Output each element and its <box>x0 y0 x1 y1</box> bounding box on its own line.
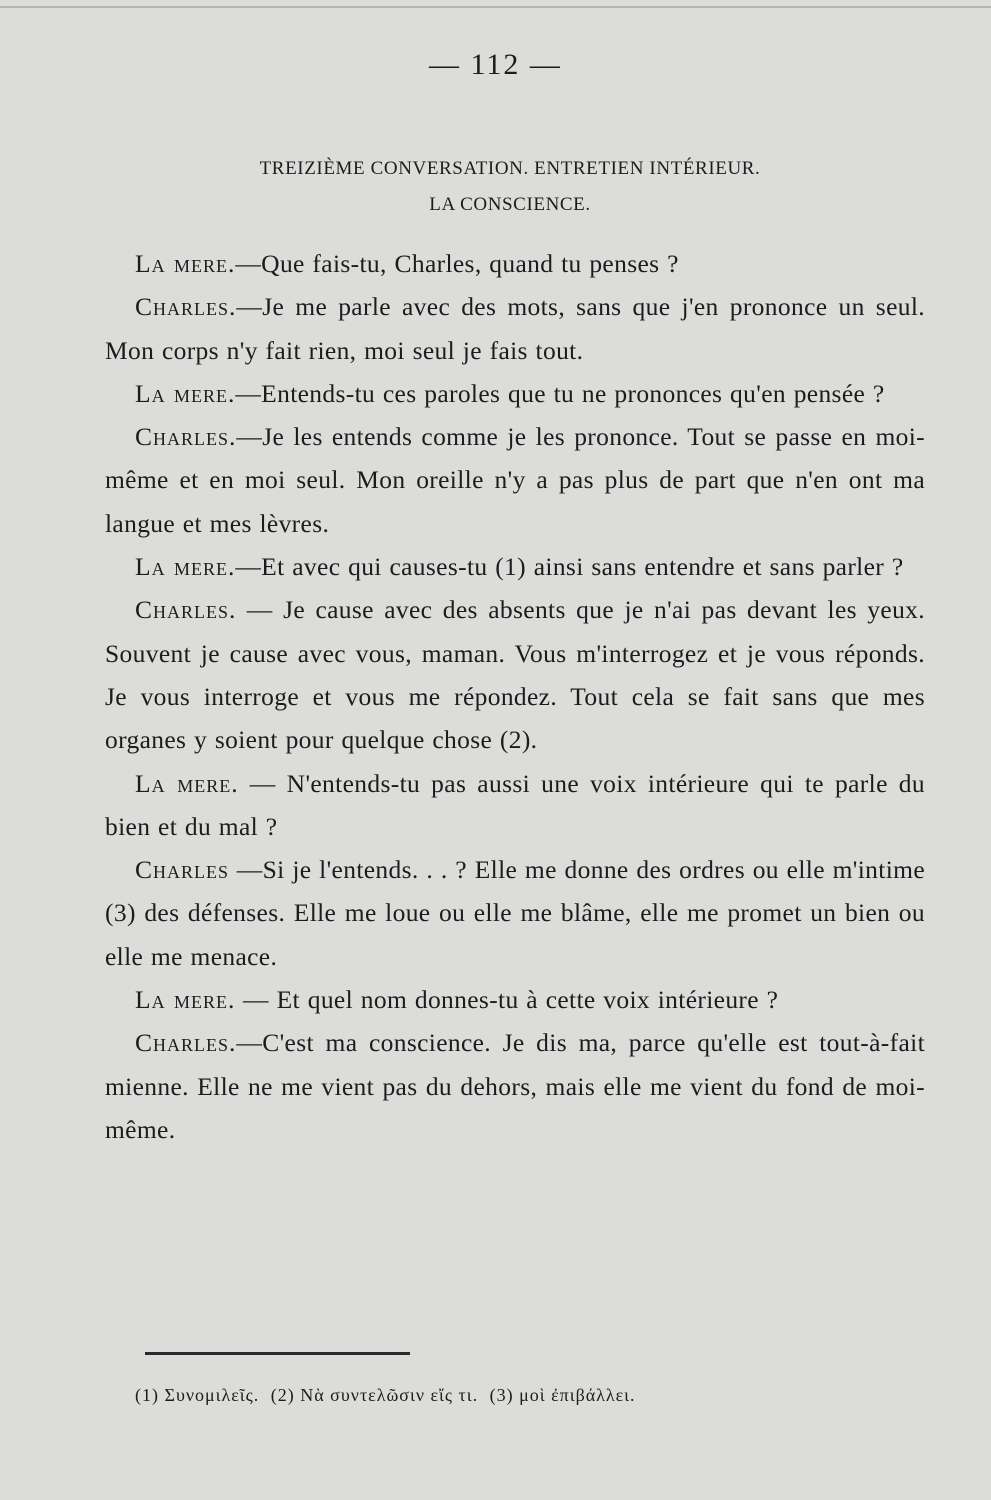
dialogue-line: — Je cause avec des absents que je n'ai pas devant les yeux. Souvent je cause avec vous, maman. Vous m'interrogez et je vous réponds. Je vous interroge et vous me répondez. Tout cela se fait sans que mes organes y soient pour quelque chose (2). <box>105 595 925 755</box>
dialogue-paragraph <box>105 762 925 849</box>
speaker-name: La mere. <box>135 768 239 798</box>
dialogue-line: —Et avec qui causes-tu (1) ainsi sans entendre et sans parler ? <box>235 552 904 582</box>
dialogue-line: —C'est ma conscience. Je dis ma, parce qu'elle est tout-à-fait mienne. Elle ne me vient pas du dehors, mais elle me vient du fond de moi-même. <box>105 1028 925 1144</box>
footnotes <box>135 1385 895 1406</box>
dialogue-paragraph <box>105 242 925 285</box>
chapter-subheading: LA CONSCIENCE. <box>429 194 591 215</box>
dialogue-paragraph <box>105 285 925 372</box>
dialogue-paragraph <box>105 1021 925 1151</box>
dialogue-line: — Et quel nom donnes-tu à cette voix intérieure ? <box>235 985 779 1015</box>
speaker-name: Charles. <box>135 1028 237 1058</box>
speaker-name: La mere. <box>135 985 236 1015</box>
dialogue-text <box>105 242 925 1151</box>
dialogue-line: —Si je l'entends. . . ? Elle me donne des ordres ou elle m'intime (3) des défenses. Elle me loue ou elle me blâme, elle me promet un bien ou elle me menace. <box>105 855 925 971</box>
dialogue-line: —Entends-tu ces paroles que tu ne prononces qu'en pensée ? <box>235 378 885 408</box>
speaker-name: Charles. <box>135 422 237 452</box>
footnote: (1) Συνομιλεῖς. <box>135 1385 260 1405</box>
chapter-heading: TREIZIÈME CONVERSATION. ENTRETIEN INTÉRIEUR. <box>259 158 761 179</box>
top-border-rule <box>0 6 991 8</box>
dialogue-line: —Je me parle avec des mots, sans que j'en prononce un seul. Mon corps n'y fait rien, moi seul je fais tout. <box>105 292 925 365</box>
speaker-name: Charles. <box>135 595 237 625</box>
page-number: — 112 — <box>429 48 562 81</box>
footnote: (3) μοὶ ἐπιβάλλει. <box>489 1385 636 1405</box>
speaker-name: Charles. <box>135 292 237 322</box>
dialogue-line: — N'entends-tu pas aussi une voix intérieure qui te parle du bien et du mal ? <box>105 768 926 841</box>
dialogue-paragraph <box>105 372 925 415</box>
dialogue-line: —Que fais-tu, Charles, quand tu penses ? <box>235 249 679 278</box>
speaker-name: Charles <box>135 855 230 885</box>
speaker-name: La mere. <box>135 249 236 278</box>
footnote-divider <box>145 1352 410 1355</box>
dialogue-paragraph <box>105 545 925 588</box>
dialogue-paragraph <box>105 588 925 761</box>
speaker-name: La mere. <box>135 552 236 582</box>
dialogue-line: —Je les entends comme je les prononce. Tout se passe en moi-même et en moi seul. Mon oreille n'y a pas plus de part que n'en ont ma langue et mes lèvres. <box>105 422 925 538</box>
dialogue-paragraph <box>105 415 925 545</box>
footnote: (2) Νὰ συντελῶσιν εἴς τι. <box>270 1385 479 1405</box>
dialogue-paragraph <box>105 978 925 1021</box>
dialogue-paragraph <box>105 848 925 978</box>
speaker-name: La mere. <box>135 378 236 408</box>
